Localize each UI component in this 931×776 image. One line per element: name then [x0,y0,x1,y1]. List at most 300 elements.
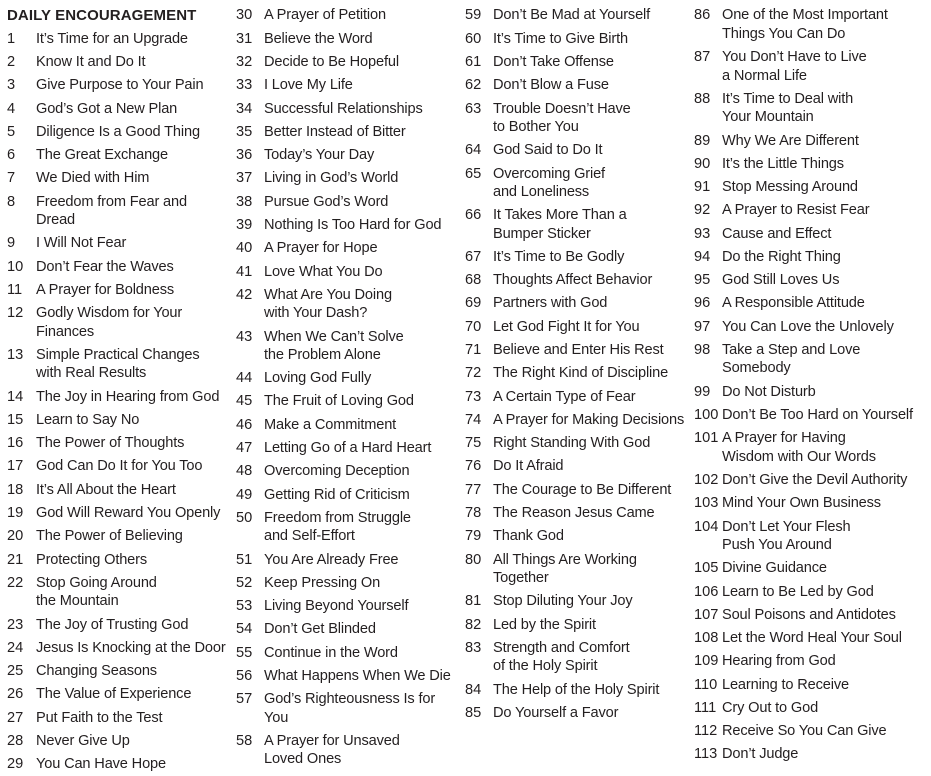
toc-entry [694,245,930,268]
entry-number: 36 [236,147,253,164]
toc-entry [465,502,687,525]
entry-number: 31 [236,30,253,47]
entry-number: 13 [7,346,24,363]
toc-entry [694,46,930,88]
entry-title: Why We Are Different [722,132,859,149]
toc-entry [465,455,687,478]
toc-entry [694,129,930,152]
entry-number: 109 [694,653,719,670]
toc-entry [7,74,229,97]
entry-title: It’s Time to Be Godly [493,248,625,265]
toc-entry [7,730,229,753]
toc-entry [465,636,687,678]
entry-number: 77 [465,481,482,498]
entry-title: Give Purpose to Your Pain [36,77,204,94]
entry-number: 27 [7,709,24,726]
entry-number: 90 [694,155,711,172]
entry-title: Do It Afraid [493,458,564,475]
entry-title: Overcoming Deception [264,463,410,480]
toc-entry [465,51,687,74]
entry-title: You Can Have Hope [36,756,166,773]
toc-entry [694,152,930,175]
entry-title: Know It and Do It [36,54,146,71]
entry-title: Living in God’s World [264,170,399,187]
entry-title: Pursue God’s Word [264,193,389,210]
entry-title: Divine Guidance [722,560,827,577]
toc-entry [236,730,458,772]
entry-number: 81 [465,593,482,610]
toc-entry [694,673,930,696]
entry-title: Overcoming Grief and Loneliness [493,165,605,200]
entry-title: Let the Word Heal Your Soul [722,630,902,647]
toc-entry [7,120,229,143]
toc-entry [236,144,458,167]
toc-entry [694,557,930,580]
entry-title: Loving God Fully [264,370,372,387]
toc-entry [236,51,458,74]
entry-number: 8 [7,193,16,210]
entry-number: 43 [236,328,253,345]
entry-title: Letting Go of a Hard Heart [264,440,432,457]
toc-entry [694,380,930,403]
toc-entry [236,190,458,213]
entry-title: The Fruit of Loving God [264,393,414,410]
entry-number: 71 [465,342,482,359]
entry-title: Love What You Do [264,263,383,280]
toc-entry [465,97,687,139]
toc-entry [465,315,687,338]
entry-number: 4 [7,100,16,117]
entry-number: 44 [236,370,253,387]
toc-entry [7,706,229,729]
entry-number: 91 [694,179,711,196]
entry-number: 56 [236,667,253,684]
entry-title: It’s Time to Deal with Your Mountain [722,90,854,126]
toc-entry [465,525,687,548]
entry-number: 98 [694,342,711,359]
entry-number: 112 [694,723,718,740]
entry-number: 80 [465,551,482,568]
entry-title: Better Instead of Bitter [264,123,406,140]
toc-entry [7,255,229,278]
entry-number: 2 [7,54,16,71]
entry-number: 110 [694,676,718,693]
toc-entry [7,343,229,385]
entry-number: 38 [236,193,253,210]
entry-number: 35 [236,123,253,140]
entry-number: 78 [465,505,482,521]
entry-number: 15 [7,411,24,428]
entry-title: Cry Out to God [722,699,819,716]
entry-number: 70 [465,318,482,335]
entry-number: 62 [465,77,482,94]
entry-number: 66 [465,207,482,224]
entry-number: 65 [465,165,482,182]
toc-entry [236,483,458,506]
entry-number: 58 [236,732,253,749]
toc-entry [236,325,458,367]
entry-number: 30 [236,7,253,24]
toc-entry [236,571,458,594]
entry-number: 64 [465,142,482,159]
toc-entry [694,269,930,292]
entry-number: 24 [7,639,24,656]
entry-number: 45 [236,393,253,410]
toc-entry [236,618,458,641]
entry-title: Learn to Be Led by God [722,583,874,600]
toc-entry [7,613,229,636]
toc-entry [7,502,229,525]
entry-title: It Takes More Than a Bumper Sticker [493,207,627,242]
toc-entry [7,478,229,501]
entry-title: Put Faith to the Test [36,709,163,726]
toc-entry [7,432,229,455]
entry-title: Godly Wisdom for Your Finances [36,305,183,340]
toc-column-3 [465,4,687,725]
toc-entry [236,214,458,237]
entry-number: 53 [236,598,253,615]
entry-title: Thank God [493,528,564,545]
entry-number: 73 [465,388,482,405]
entry-number: 17 [7,458,24,475]
toc-entry [7,51,229,74]
entry-title: God’s Righteousness Is for You [264,691,436,726]
toc-entry [694,720,930,743]
toc-entry [465,678,687,701]
entry-number: 94 [694,248,711,265]
entry-number: 20 [7,528,24,545]
entry-number: 63 [465,100,482,117]
entry-title: God Will Reward You Openly [36,505,221,522]
entry-title: A Prayer for Unsaved Loved Ones [264,732,400,768]
entry-number: 93 [694,225,711,242]
entry-number: 79 [465,528,482,545]
entry-title: Getting Rid of Criticism [264,486,410,503]
entry-number: 39 [236,216,253,233]
entry-title: A Certain Type of Fear [493,388,636,405]
entry-number: 82 [465,616,482,633]
entry-title: Don’t Be Too Hard on Yourself [722,407,913,423]
toc-entry [694,176,930,199]
toc-entry [236,4,458,27]
toc-entry [7,27,229,50]
entry-title: Freedom from Struggle and Self-Effort [264,509,411,545]
entry-title: Nothing Is Too Hard for God [264,216,442,233]
entry-title: A Prayer for Boldness [36,281,174,298]
entry-title: Do Not Disturb [722,383,816,400]
entry-title: Led by the Spirit [493,616,596,633]
toc-entry [236,595,458,618]
toc-entry [694,339,930,381]
entry-number: 3 [7,77,16,94]
entry-title: Never Give Up [36,732,130,749]
entry-title: Changing Seasons [36,663,157,680]
toc-entry [7,232,229,255]
entry-title: Today’s Your Day [264,147,375,164]
toc-entry [694,650,930,673]
toc-entry [465,362,687,385]
entry-number: 102 [694,471,719,488]
entry-number: 1 [7,30,16,47]
entry-number: 28 [7,732,24,749]
entry-title: Believe the Word [264,30,373,47]
toc-entry [7,753,229,776]
toc-entry [465,590,687,613]
toc-entry [694,292,930,315]
entry-number: 67 [465,248,482,265]
entry-number: 59 [465,7,482,24]
toc-entry [236,688,458,730]
entry-number: 42 [236,286,253,303]
entry-title: Do the Right Thing [722,248,841,265]
section-heading: DAILY ENCOURAGEMENT [7,7,197,24]
entry-number: 108 [694,630,719,647]
entry-number: 101 [694,430,719,447]
toc-entry [465,139,687,162]
entry-title: Trouble Doesn’t Have to Bother You [493,100,631,135]
entry-title: Don’t Blow a Fuse [493,77,609,94]
toc-entry [7,190,229,232]
entry-number: 32 [236,54,253,70]
toc-entry [694,603,930,626]
entry-title: Don’t Judge [722,746,799,763]
toc-entry [465,245,687,268]
toc-entry [7,571,229,613]
entry-number: 88 [694,90,711,107]
toc-entry [465,385,687,408]
toc-entry [694,580,930,603]
toc-entry [7,548,229,571]
entry-number: 113 [694,746,718,763]
entry-number: 33 [236,77,253,94]
entry-title: Let God Fight It for You [493,318,640,335]
entry-title: God Still Loves Us [722,272,840,289]
entry-number: 57 [236,691,253,708]
entry-title: The Great Exchange [36,147,168,164]
entry-title: Stop Going Around the Mountain [36,574,157,610]
entry-number: 19 [7,505,24,522]
toc-entry [236,641,458,664]
entry-title: Successful Relationships [264,100,423,117]
entry-title: All Things Are Working Together [493,551,637,586]
entry-number: 61 [465,54,482,70]
entry-title: Right Standing With God [493,435,651,452]
entry-title: A Prayer of Petition [264,7,386,24]
entry-number: 29 [7,756,24,773]
entry-number: 50 [236,509,253,526]
entry-number: 105 [694,560,719,577]
toc-entry [7,660,229,683]
entry-number: 68 [465,272,482,289]
toc-entry [465,432,687,455]
entry-number: 11 [7,281,23,298]
entry-title: Don’t Be Mad at Yourself [493,7,651,24]
entry-number: 37 [236,170,253,187]
toc-entry [7,455,229,478]
entry-number: 87 [694,49,711,66]
entry-title: Learn to Say No [36,411,140,428]
toc-entry [7,97,229,120]
entry-title: Soul Poisons and Antidotes [722,606,896,623]
entry-title: A Prayer for Making Decisions [493,411,685,428]
entry-title: Don’t Fear the Waves [36,258,174,275]
entry-number: 9 [7,235,16,252]
entry-number: 49 [236,486,253,503]
toc-entry [465,478,687,501]
toc-entry [465,27,687,50]
toc-entry [236,460,458,483]
toc-entry [7,385,229,408]
entry-title: The Power of Thoughts [36,435,185,452]
entry-title: The Courage to Be Different [493,481,672,498]
entry-title: Freedom from Fear and Dread [36,193,187,229]
entry-number: 89 [694,132,711,149]
toc-entry [465,408,687,431]
entry-title: God Said to Do It [493,142,603,159]
entry-number: 47 [236,440,253,457]
entry-number: 100 [694,407,719,423]
entry-title: It’s the Little Things [722,155,844,172]
toc-entry [694,743,930,766]
entry-title: Believe and Enter His Rest [493,342,664,359]
entry-number: 16 [7,435,24,452]
entry-number: 99 [694,383,711,400]
entry-title: You Can Love the Unlovely [722,318,894,335]
toc-entry [7,683,229,706]
entry-title: God Can Do It for You Too [36,458,203,475]
entry-title: I Will Not Fear [36,235,127,252]
entry-title: You Don’t Have to Live a Normal Life [722,49,867,84]
entry-number: 23 [7,616,24,633]
entry-title: It’s Time to Give Birth [493,30,628,47]
entry-number: 95 [694,272,711,289]
toc-entry [694,492,930,515]
entry-title: The Reason Jesus Came [493,505,655,521]
toc-entry [465,339,687,362]
toc-entry [694,222,930,245]
entry-number: 52 [236,574,253,591]
entry-number: 46 [236,416,253,433]
entry-title: Stop Messing Around [722,179,858,196]
toc-column-2 [236,4,458,771]
entry-title: Hearing from God [722,653,836,670]
entry-number: 21 [7,551,24,568]
entry-number: 86 [694,7,711,24]
entry-title: Partners with God [493,295,608,312]
entry-title: I Love My Life [264,77,353,94]
toc-entry [465,162,687,204]
toc-entry [694,4,930,46]
toc-column-4 [694,4,930,766]
entry-number: 84 [465,681,482,698]
entry-number: 34 [236,100,253,117]
entry-title: Receive So You Can Give [722,723,887,740]
toc-entry [7,302,229,344]
entry-title: The Joy of Trusting God [36,616,189,633]
toc-entry [465,74,687,97]
toc-entry [694,87,930,129]
toc-entry [694,515,930,557]
entry-number: 48 [236,463,253,480]
toc-entry [465,269,687,292]
entry-number: 106 [694,583,719,600]
toc-entry [236,437,458,460]
entry-title: What Happens When We Die [264,667,451,684]
entry-title: Don’t Get Blinded [264,621,376,638]
entry-title: Do Yourself a Favor [493,704,619,721]
toc-entry [236,413,458,436]
toc-entry [7,144,229,167]
toc-entry [236,665,458,688]
entry-title: Continue in the Word [264,644,398,661]
toc-entry [236,97,458,120]
entry-title: Take a Step and Love Somebody [722,342,861,377]
toc-entry [694,199,930,222]
entry-number: 26 [7,686,24,703]
entry-number: 92 [694,202,711,219]
entry-number: 14 [7,388,24,405]
entry-number: 51 [236,551,253,568]
entry-title: Protecting Others [36,551,148,568]
entry-number: 22 [7,574,24,591]
entry-title: Living Beyond Yourself [264,598,409,615]
toc-entry [694,627,930,650]
toc-entry [465,4,687,27]
toc-entry [236,74,458,97]
toc-entry [7,167,229,190]
entry-number: 69 [465,295,482,312]
entry-number: 96 [694,295,711,312]
entry-title: It’s Time for an Upgrade [36,30,188,47]
toc-entry [236,237,458,260]
entry-title: Mind Your Own Business [722,495,881,512]
toc-entry [465,613,687,636]
entry-number: 12 [7,305,24,322]
entry-title: Diligence Is a Good Thing [36,123,200,140]
toc-entry [236,27,458,50]
entry-title: Don’t Let Your Flesh Push You Around [722,518,851,553]
entry-title: Don’t Give the Devil Authority [722,471,908,488]
toc-entry [7,636,229,659]
entry-number: 18 [7,481,24,498]
toc-entry [236,367,458,390]
entry-title: Jesus Is Knocking at the Door [36,639,226,656]
entry-number: 72 [465,365,482,382]
entry-number: 41 [236,263,253,280]
entry-number: 104 [694,518,719,535]
entry-title: You Are Already Free [264,551,399,568]
toc-entry [465,292,687,315]
entry-number: 74 [465,411,482,428]
entry-title: The Power of Believing [36,528,183,545]
toc-entry [465,548,687,590]
entry-number: 7 [7,170,16,187]
toc-entry [7,279,229,302]
toc-entry [694,469,930,492]
entry-title: We Died with Him [36,170,150,187]
entry-title: God’s Got a New Plan [36,100,178,117]
toc-entry [236,548,458,571]
entry-title: Don’t Take Offense [493,54,614,70]
entry-number: 75 [465,435,482,452]
toc-entry [465,701,687,724]
entry-title: A Responsible Attitude [722,295,865,312]
entry-title: Cause and Effect [722,225,832,242]
entry-number: 103 [694,495,719,512]
toc-entry [7,525,229,548]
toc-entry [694,427,930,469]
entry-number: 97 [694,318,711,335]
